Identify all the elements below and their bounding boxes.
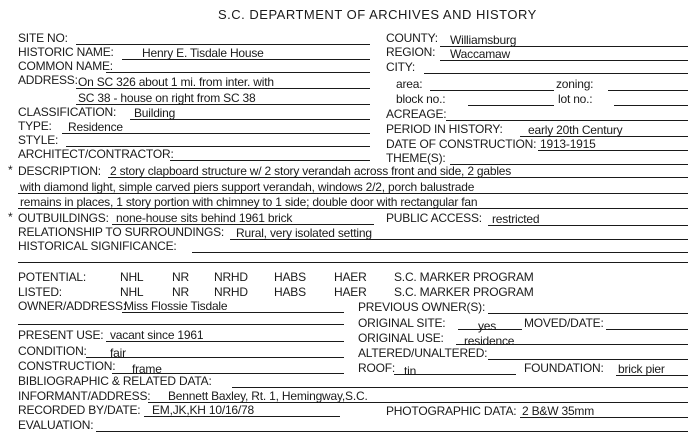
owner-line-2 bbox=[18, 324, 344, 325]
bibliographic-label: BIBLIOGRAPHIC & RELATED DATA: bbox=[18, 374, 212, 388]
historical-significance-line-2 bbox=[18, 262, 688, 263]
recorded-label: RECORDED BY/DATE: bbox=[18, 403, 141, 417]
type-line bbox=[62, 133, 370, 134]
historic-name-label: HISTORIC NAME: bbox=[18, 45, 114, 59]
construction-value: frame bbox=[132, 362, 162, 376]
area-label: area: bbox=[396, 77, 423, 91]
description-line-3: remains in places, 1 story portion with chimney to 1 side; double door with rectangular fan bbox=[20, 195, 478, 209]
evaluation-label: EVALUATION: bbox=[18, 418, 94, 432]
type-label: TYPE: bbox=[18, 119, 52, 133]
recorded-value: EM,JK,KH 10/16/78 bbox=[152, 403, 254, 417]
recorded-line bbox=[144, 416, 340, 417]
original-use-value: residence bbox=[464, 334, 515, 348]
address-underline-2 bbox=[76, 104, 370, 105]
listed-haer: HAER bbox=[334, 285, 367, 299]
classification-line bbox=[130, 119, 370, 120]
listed-nr: NR bbox=[172, 285, 189, 299]
roof-label: ROOF: bbox=[358, 361, 395, 375]
description-asterisk: * bbox=[8, 163, 13, 177]
original-site-line bbox=[458, 329, 522, 330]
historic-name-line bbox=[122, 59, 370, 60]
potential-nhl: NHL bbox=[120, 270, 144, 284]
type-value: Residence bbox=[68, 120, 123, 134]
public-access-value: restricted bbox=[492, 212, 540, 226]
owner-label: OWNER/ADDRESS: bbox=[18, 299, 126, 313]
condition-value: fair bbox=[110, 346, 126, 360]
outbuildings-asterisk: * bbox=[8, 210, 13, 224]
public-access-line bbox=[488, 225, 688, 226]
relationship-label: RELATIONSHIP TO SURROUNDINGS: bbox=[18, 225, 225, 239]
classification-label: CLASSIFICATION: bbox=[18, 105, 117, 119]
owner-value: Miss Flossie Tisdale bbox=[124, 299, 228, 313]
site-no-label: SITE NO: bbox=[18, 31, 68, 45]
date-construction-value: 1913-1915 bbox=[540, 137, 596, 151]
date-construction-label: DATE OF CONSTRUCTION: bbox=[386, 137, 537, 151]
historical-significance-line bbox=[192, 252, 688, 253]
original-use-label: ORIGINAL USE: bbox=[358, 331, 444, 345]
listed-nhl: NHL bbox=[120, 285, 144, 299]
roof-value: tin bbox=[404, 364, 417, 378]
region-value: Waccamaw bbox=[450, 47, 510, 61]
common-name-label: COMMON NAME: bbox=[18, 59, 113, 73]
zoning-label: zoning: bbox=[556, 77, 594, 91]
original-site-value: yes bbox=[478, 319, 497, 333]
style-label: STYLE: bbox=[18, 133, 59, 147]
address-line-2: SC 38 - house on right from SC 38 bbox=[78, 91, 256, 105]
photographic-label: PHOTOGRAPHIC DATA: bbox=[386, 404, 517, 418]
present-use-value: vacant since 1961 bbox=[110, 328, 204, 342]
present-use-line bbox=[106, 341, 344, 342]
address-underline-1 bbox=[76, 88, 370, 89]
previous-owner-label: PREVIOUS OWNER(S): bbox=[358, 300, 486, 314]
owner-line bbox=[122, 312, 344, 313]
region-line bbox=[440, 60, 688, 61]
foundation-line bbox=[616, 375, 688, 376]
city-line bbox=[424, 73, 688, 74]
lot-line bbox=[614, 105, 688, 106]
informant-value: Bennett Baxley, Rt. 1, Hemingway,S.C. bbox=[168, 389, 368, 403]
block-label: block no.: bbox=[396, 92, 446, 106]
address-line-1: On SC 326 about 1 mi. from inter. with bbox=[78, 75, 274, 89]
photographic-line bbox=[520, 417, 688, 418]
acreage-label: ACREAGE: bbox=[386, 107, 447, 121]
period-value: early 20th Century bbox=[528, 123, 623, 137]
architect-label: ARCHITECT/CONTRACTOR: bbox=[18, 147, 174, 161]
informant-label: INFORMANT/ADDRESS: bbox=[18, 389, 151, 403]
evaluation-line bbox=[96, 431, 688, 432]
roof-line bbox=[394, 374, 516, 375]
date-construction-line bbox=[538, 150, 688, 151]
previous-owner-line bbox=[488, 313, 688, 314]
zoning-line bbox=[608, 90, 688, 91]
original-use-line bbox=[456, 344, 688, 345]
potential-nrhd: NRHD bbox=[214, 270, 248, 284]
classification-value: Building bbox=[134, 106, 176, 120]
public-access-label: PUBLIC ACCESS: bbox=[386, 211, 482, 225]
listed-label: LISTED: bbox=[18, 285, 62, 299]
potential-marker: S.C. MARKER PROGRAM bbox=[394, 270, 534, 284]
altered-line bbox=[488, 359, 688, 360]
listed-nrhd: NRHD bbox=[214, 285, 248, 299]
relationship-line bbox=[230, 239, 688, 240]
construction-label: CONSTRUCTION: bbox=[18, 359, 116, 373]
outbuildings-label: OUTBUILDINGS: bbox=[18, 211, 109, 225]
potential-nr: NR bbox=[172, 270, 189, 284]
original-site-label: ORIGINAL SITE: bbox=[358, 316, 446, 330]
informant-line-ext bbox=[444, 402, 688, 403]
listed-marker: S.C. MARKER PROGRAM bbox=[394, 285, 534, 299]
themes-label: THEME(S): bbox=[386, 151, 446, 165]
photographic-value: 2 B&W 35mm bbox=[522, 404, 595, 418]
listed-habs: HABS bbox=[274, 285, 306, 299]
potential-habs: HABS bbox=[274, 270, 306, 284]
foundation-label: FOUNDATION: bbox=[524, 361, 604, 375]
description-line-2: with diamond light, simple carved piers support verandah, windows 2/2, porch balustrade bbox=[20, 180, 475, 194]
historical-significance-label: HISTORICAL SIGNIFICANCE: bbox=[18, 239, 177, 253]
common-name-line bbox=[106, 72, 370, 73]
area-line bbox=[430, 90, 554, 91]
condition-line bbox=[86, 357, 344, 358]
moved-date-label: MOVED/DATE: bbox=[524, 316, 604, 330]
relationship-value: Rural, very isolated setting bbox=[236, 226, 372, 240]
county-label: COUNTY: bbox=[386, 31, 438, 45]
block-line bbox=[468, 105, 554, 106]
condition-label: CONDITION: bbox=[18, 344, 87, 358]
altered-label: ALTERED/UNALTERED: bbox=[358, 346, 488, 360]
description-underline-1 bbox=[108, 177, 688, 178]
site-no-line bbox=[76, 44, 370, 45]
architect-line bbox=[170, 160, 370, 161]
description-line-1: 2 story clapboard structure w/ 2 story verandah across front and side, 2 gables bbox=[110, 164, 512, 178]
potential-haer: HAER bbox=[334, 270, 367, 284]
moved-date-line bbox=[606, 329, 688, 330]
address-label: ADDRESS: bbox=[18, 73, 78, 87]
historic-name-value: Henry E. Tisdale House bbox=[142, 46, 264, 60]
region-label: REGION: bbox=[386, 45, 436, 59]
county-value: Williamsburg bbox=[450, 33, 517, 47]
period-label: PERIOD IN HISTORY: bbox=[386, 122, 503, 136]
lot-label: lot no.: bbox=[558, 92, 593, 106]
description-label: DESCRIPTION: bbox=[18, 164, 101, 178]
form-title: S.C. DEPARTMENT OF ARCHIVES AND HISTORY bbox=[218, 7, 537, 22]
potential-label: POTENTIAL: bbox=[18, 270, 87, 284]
foundation-value: brick pier bbox=[618, 362, 665, 376]
outbuildings-value: none-house sits behind 1961 brick bbox=[116, 211, 293, 225]
present-use-label: PRESENT USE: bbox=[18, 328, 104, 342]
description-underline-3 bbox=[18, 208, 688, 209]
bibliographic-line bbox=[232, 387, 688, 388]
description-underline-2 bbox=[18, 193, 688, 194]
acreage-line bbox=[446, 120, 688, 121]
city-label: CITY: bbox=[386, 60, 416, 74]
